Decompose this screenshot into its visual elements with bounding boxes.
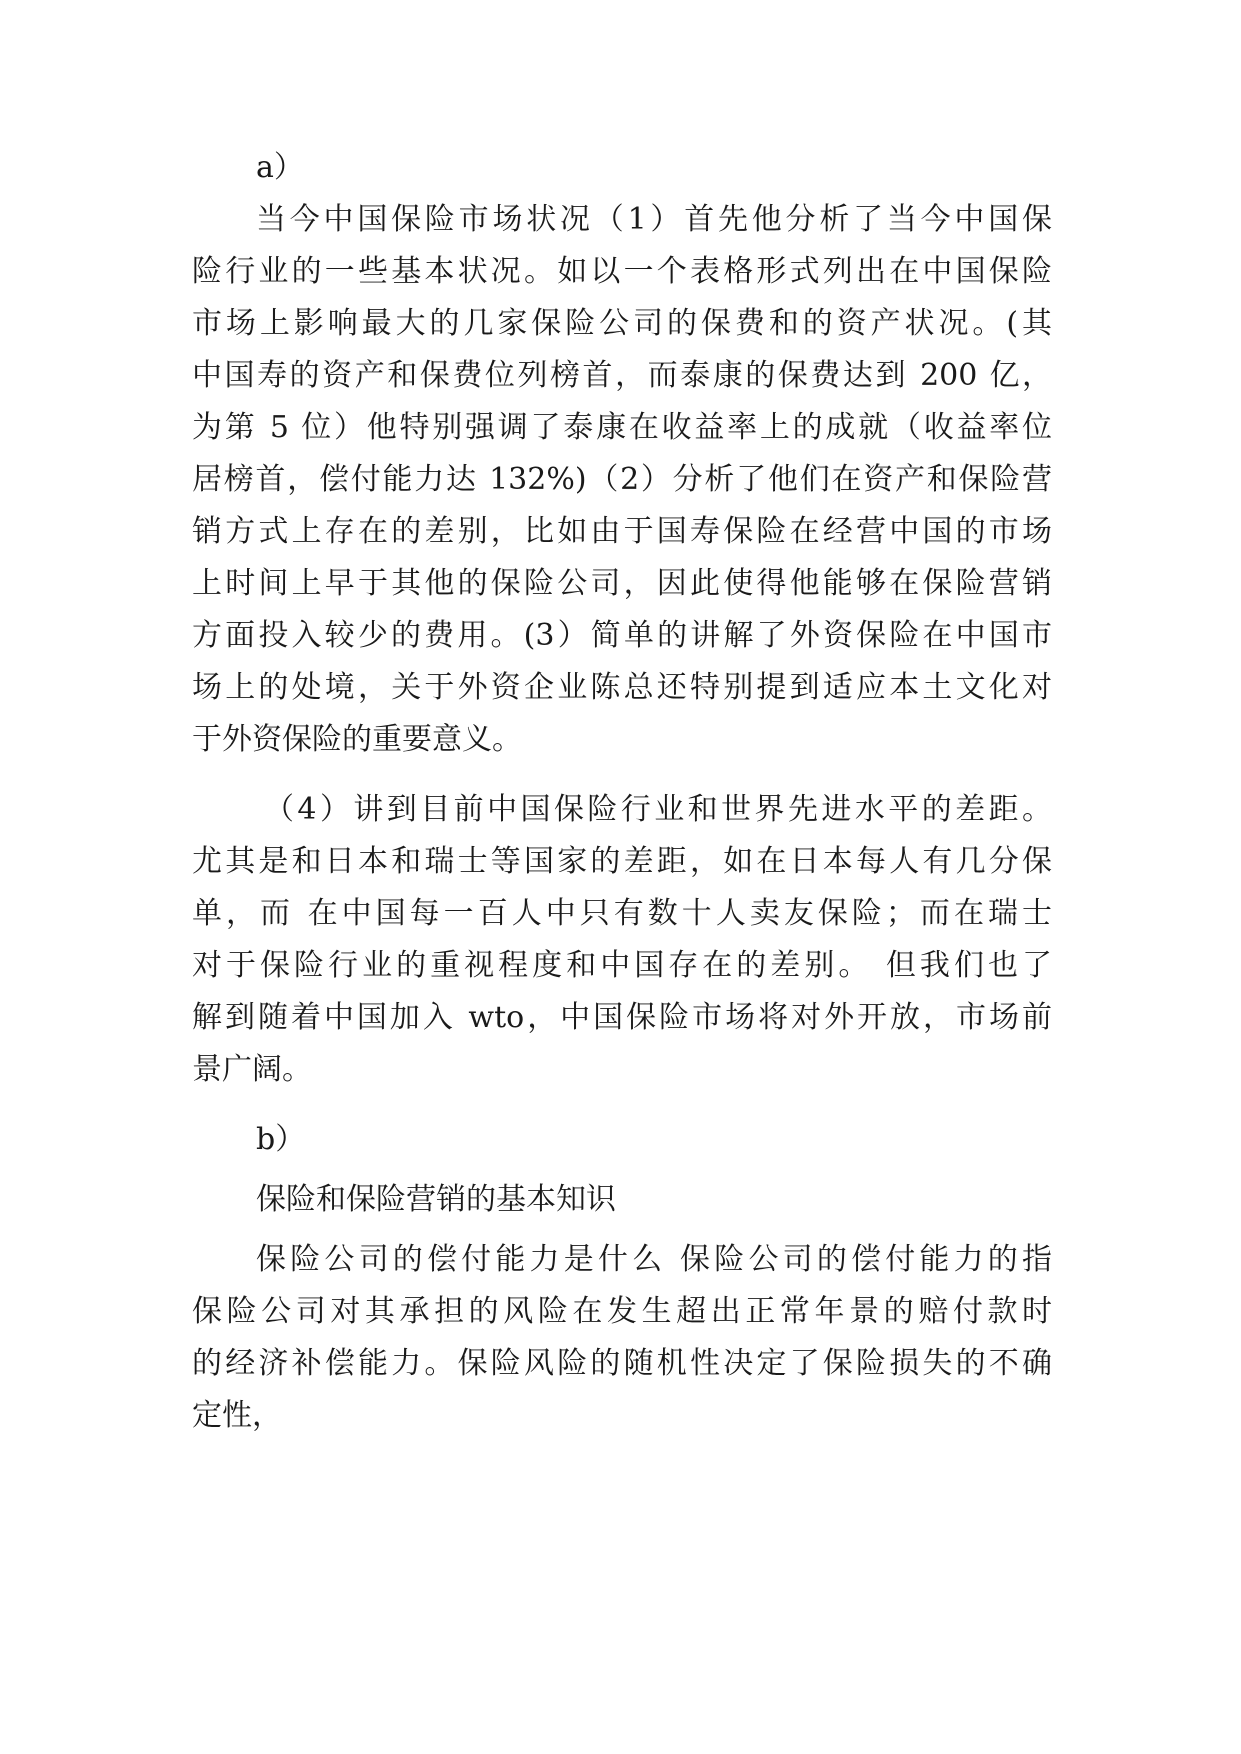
text-line: 当今中国保险市场状况（1）首先他分析了当今中国保 <box>256 202 1052 237</box>
text-line: 于外资保险的重要意义。 <box>192 722 522 757</box>
text-line: （4）讲到目前中国保险行业和世界先进水平的差距。 <box>264 792 1052 827</box>
text-line: 市场上影响最大的几家保险公司的保费和的资产状况。(其 <box>192 306 1052 341</box>
text-line: 保险公司的偿付能力是什么 保险公司的偿付能力的指 <box>256 1242 1052 1277</box>
text-line: 单，而 在中国每一百人中只有数十人卖友保险；而在瑞士 <box>192 896 1052 931</box>
text-line: 居榜首，偿付能力达 132%)（2）分析了他们在资产和保险营 <box>192 462 1052 497</box>
text-line: 场上的处境，关于外资企业陈总还特别提到适应本土文化对 <box>192 670 1052 705</box>
text-line: 对于保险行业的重视程度和中国存在的差别。 但我们也了 <box>192 948 1052 983</box>
text-line: 为第 5 位）他特别强调了泰康在收益率上的成就（收益率位 <box>192 410 1052 445</box>
text-line: 景广阔。 <box>192 1052 312 1087</box>
text-line: 尤其是和日本和瑞士等国家的差距，如在日本每人有几分保 <box>192 844 1052 879</box>
section-marker-b: b） <box>256 1122 306 1157</box>
text-line: 保险公司对其承担的风险在发生超出正常年景的赔付款时 <box>192 1294 1052 1329</box>
section-heading: 保险和保险营销的基本知识 <box>256 1182 616 1217</box>
text-line: 中国寿的资产和保费位列榜首，而泰康的保费达到 200 亿， <box>192 358 1052 393</box>
text-line: 定性， <box>192 1398 282 1433</box>
section-marker-a: a） <box>256 150 304 185</box>
text-line: 解到随着中国加入 wto，中国保险市场将对外开放，市场前 <box>192 1000 1052 1035</box>
text-line: 险行业的一些基本状况。如以一个表格形式列出在中国保险 <box>192 254 1052 289</box>
text-line: 上时间上早于其他的保险公司，因此使得他能够在保险营销 <box>192 566 1052 601</box>
text-line: 销方式上存在的差别，比如由于国寿保险在经营中国的市场 <box>192 514 1052 549</box>
text-line: 方面投入较少的费用。(3）简单的讲解了外资保险在中国市 <box>192 618 1052 653</box>
text-line: 的经济补偿能力。保险风险的随机性决定了保险损失的不确 <box>192 1346 1052 1381</box>
